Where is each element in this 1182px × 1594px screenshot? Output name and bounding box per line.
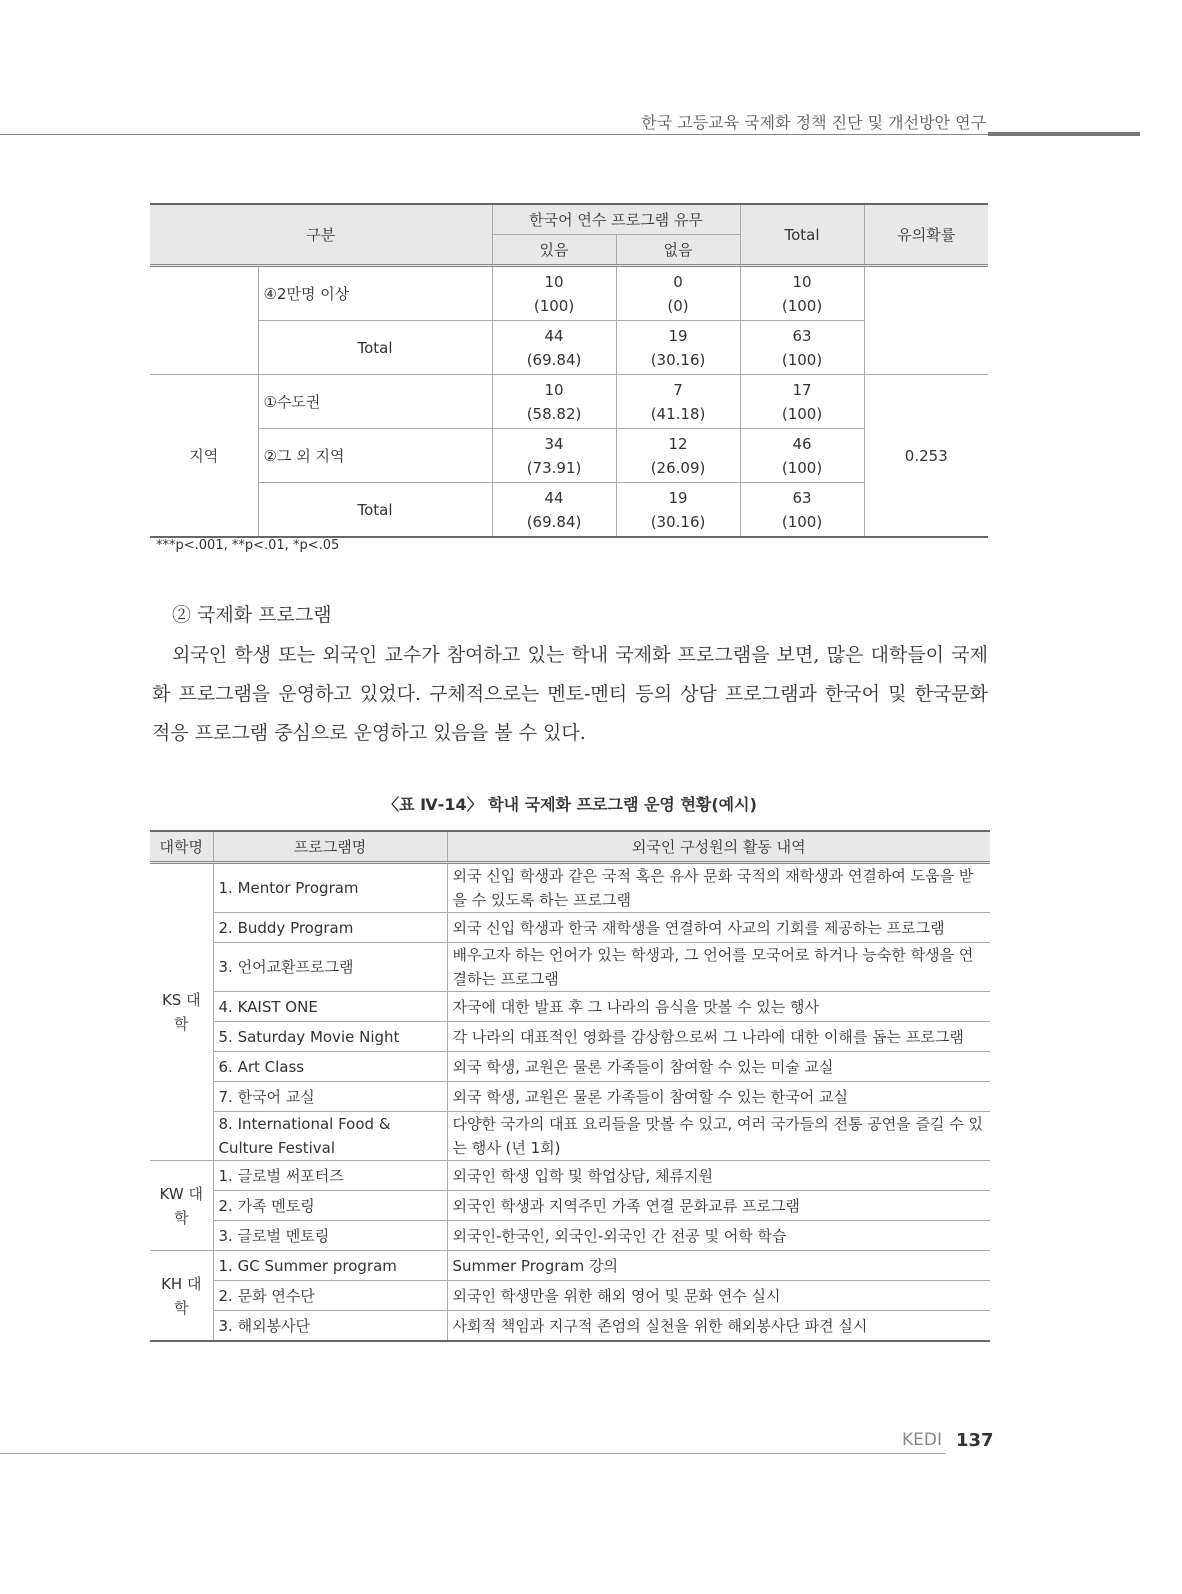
- publisher-label: KEDI: [902, 1430, 942, 1450]
- program-name: 3. 글로벌 멘토링: [213, 1221, 447, 1251]
- page-number: 137: [956, 1430, 994, 1451]
- table-row: [150, 321, 988, 375]
- row-label: ④2만명 이상: [258, 266, 492, 321]
- table-row: [150, 266, 988, 321]
- percent: (58.82): [526, 404, 582, 423]
- university-cell: KW 대학: [150, 1161, 213, 1251]
- program-name: 3. 해외봉사단: [213, 1311, 447, 1342]
- cell-yes: [492, 429, 616, 483]
- program-name: 6. Art Class: [213, 1052, 447, 1082]
- header-rule: [0, 134, 988, 135]
- header-no: 없음: [616, 235, 740, 266]
- table-row: [150, 483, 988, 538]
- program-name: 3. 언어교환프로그램: [213, 943, 447, 992]
- section-heading: ② 국제화 프로그램: [172, 604, 332, 626]
- cell-no: [616, 266, 740, 321]
- sig-cell: 0.253: [864, 375, 988, 538]
- header-bar: [988, 132, 1140, 136]
- percent: (100): [781, 512, 823, 531]
- korean-program-table: [150, 203, 988, 538]
- university-cell: KH 대학: [150, 1251, 213, 1342]
- program-table: [150, 830, 990, 1342]
- table-row: [150, 1082, 990, 1112]
- program-name: 2. Buddy Program: [213, 913, 447, 943]
- cell-no: [616, 429, 740, 483]
- activity-desc: 배우고자 하는 언어가 있는 학생과, 그 언어를 모국어로 하거나 능숙한 학생을 연결하는 프로그램: [447, 943, 990, 992]
- count: 0: [673, 272, 683, 291]
- count: 17: [792, 380, 812, 399]
- sig-cell: [864, 266, 988, 375]
- table-row: [150, 1112, 990, 1161]
- count: 10: [792, 272, 812, 291]
- activity-desc: 자국에 대한 발표 후 그 나라의 음식을 맛볼 수 있는 행사: [447, 992, 990, 1022]
- percent: (30.16): [650, 350, 706, 369]
- percent: (100): [781, 404, 823, 423]
- table-row: [150, 1251, 990, 1281]
- percent: (0): [667, 296, 689, 315]
- cell-no: [616, 375, 740, 429]
- table-row: [150, 1052, 990, 1082]
- table-row: [150, 863, 990, 913]
- row-label: Total: [258, 483, 492, 538]
- activity-desc: 외국인-한국인, 외국인-외국인 간 전공 및 어학 학습: [447, 1221, 990, 1251]
- significance-note: ***p<.001, **p<.01, *p<.05: [156, 538, 340, 553]
- program-name: 8. International Food & Culture Festival: [213, 1112, 447, 1161]
- table-row: [150, 913, 990, 943]
- cell-total: [740, 375, 864, 429]
- activity-desc: 외국 학생, 교원은 물론 가족들이 참여할 수 있는 한국어 교실: [447, 1082, 990, 1112]
- program-name: 1. 글로벌 써포터즈: [213, 1161, 447, 1191]
- row-label: ②그 외 지역: [258, 429, 492, 483]
- program-name: 1. GC Summer program: [213, 1251, 447, 1281]
- program-name: 2. 가족 멘토링: [213, 1191, 447, 1221]
- program-name: 5. Saturday Movie Night: [213, 1022, 447, 1052]
- program-name: 1. Mentor Program: [213, 863, 447, 913]
- count: 63: [792, 326, 812, 345]
- table-caption: 〈표 Ⅳ-14〉 학내 국제화 프로그램 운영 현황(예시): [383, 795, 757, 814]
- count: 10: [544, 272, 564, 291]
- group-cell: [150, 266, 258, 375]
- percent: (26.09): [650, 458, 706, 477]
- cell-total: [740, 483, 864, 538]
- cell-yes: [492, 266, 616, 321]
- running-header: 한국 고등교육 국제화 정책 진단 및 개선방안 연구: [641, 113, 986, 132]
- count: 63: [792, 488, 812, 507]
- activity-desc: 외국 학생, 교원은 물론 가족들이 참여할 수 있는 미술 교실: [447, 1052, 990, 1082]
- percent: (100): [781, 296, 823, 315]
- cell-total: [740, 429, 864, 483]
- table-row: [150, 375, 988, 429]
- count: 34: [544, 434, 564, 453]
- group-cell: 지역: [150, 375, 258, 538]
- activity-desc: 각 나라의 대표적인 영화를 감상함으로써 그 나라에 대한 이해를 돕는 프로그램: [447, 1022, 990, 1052]
- activity-desc: 외국 신입 학생과 한국 재학생을 연결하여 사교의 기회를 제공하는 프로그램: [447, 913, 990, 943]
- body-paragraph: 외국인 학생 또는 외국인 교수가 참여하고 있는 학내 국제화 프로그램을 보면, 많은 대학들이 국제화 프로그램을 운영하고 있었다. 구체적으로는 멘토-멘티 등의 상담 프로그램과 한국어 및 한국문화 적응 프로그램 중심으로 운영하고 있음을 볼 수 있다.: [152, 644, 988, 744]
- count: 44: [544, 488, 564, 507]
- header-total: Total: [740, 204, 864, 266]
- percent: (69.84): [526, 512, 582, 531]
- count: 19: [668, 326, 688, 345]
- activity-desc: 외국인 학생 입학 및 학업상담, 체류지원: [447, 1161, 990, 1191]
- table-row: [150, 1161, 990, 1191]
- activity-desc: 외국인 학생만을 위한 해외 영어 및 문화 연수 실시: [447, 1281, 990, 1311]
- activity-desc: 사회적 책임과 지구적 존엄의 실천을 위한 해외봉사단 파견 실시: [447, 1311, 990, 1342]
- percent: (73.91): [526, 458, 582, 477]
- percent: (100): [781, 350, 823, 369]
- cell-yes: [492, 375, 616, 429]
- table-row: [150, 429, 988, 483]
- program-name: 7. 한국어 교실: [213, 1082, 447, 1112]
- count: 12: [668, 434, 688, 453]
- cell-yes: [492, 483, 616, 538]
- percent: (69.84): [526, 350, 582, 369]
- activity-desc: 다양한 국가의 대표 요리들을 맛볼 수 있고, 여러 국가들의 전통 공연을 즐길 수 있는 행사 (년 1회): [447, 1112, 990, 1161]
- header-activity: 외국인 구성원의 활동 내역: [447, 831, 990, 863]
- table-row: [150, 1311, 990, 1342]
- row-label: Total: [258, 321, 492, 375]
- count: 19: [668, 488, 688, 507]
- cell-no: [616, 321, 740, 375]
- cell-total: [740, 321, 864, 375]
- activity-desc: Summer Program 강의: [447, 1251, 990, 1281]
- cell-yes: [492, 321, 616, 375]
- table-row: [150, 1022, 990, 1052]
- program-name: 4. KAIST ONE: [213, 992, 447, 1022]
- table-row: [150, 1191, 990, 1221]
- count: 46: [792, 434, 812, 453]
- cell-no: [616, 483, 740, 538]
- cell-total: [740, 266, 864, 321]
- activity-desc: 외국인 학생과 지역주민 가족 연결 문화교류 프로그램: [447, 1191, 990, 1221]
- count: 7: [673, 380, 683, 399]
- count: 10: [544, 380, 564, 399]
- header-significance: 유의확률: [864, 204, 988, 266]
- header-university: 대학명: [150, 831, 213, 863]
- header-category: 구분: [150, 204, 492, 266]
- percent: (100): [781, 458, 823, 477]
- header-yes: 있음: [492, 235, 616, 266]
- table-row: [150, 943, 990, 992]
- activity-desc: 외국 신입 학생과 같은 국적 혹은 유사 문화 국적의 재학생과 연결하여 도움을 받을 수 있도록 하는 프로그램: [447, 863, 990, 913]
- program-name: 2. 문화 연수단: [213, 1281, 447, 1311]
- count: 44: [544, 326, 564, 345]
- header-program-name: 프로그램명: [213, 831, 447, 863]
- footer-rule: [0, 1453, 946, 1454]
- header-program: 한국어 연수 프로그램 유무: [492, 204, 740, 235]
- table-row: [150, 1221, 990, 1251]
- table-row: [150, 1281, 990, 1311]
- row-label: ①수도권: [258, 375, 492, 429]
- percent: (100): [533, 296, 575, 315]
- percent: (30.16): [650, 512, 706, 531]
- university-cell: KS 대학: [150, 863, 213, 1161]
- percent: (41.18): [650, 404, 706, 423]
- table-row: [150, 992, 990, 1022]
